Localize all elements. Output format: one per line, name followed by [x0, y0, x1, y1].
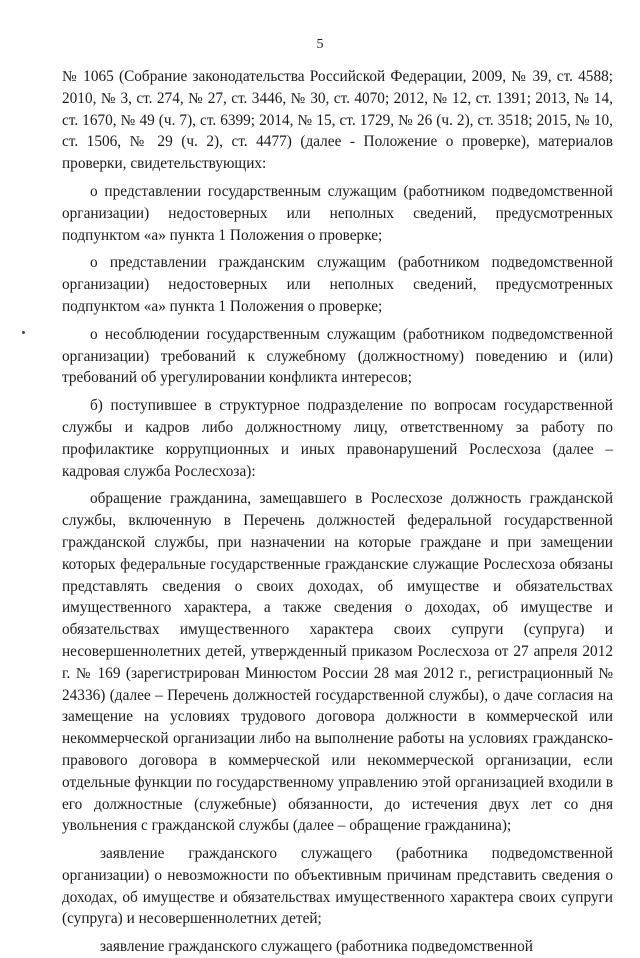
paragraph-item: заявление гражданского служащего (работника подведомственной организации) о невозможности по объективным причинам представить сведения о доходах, об имуществе и обязательствах имущественного характера своих супруги (супруга) и несовершеннолетних детей; [62, 845, 613, 928]
paragraph-intro: № 1065 (Собрание законодательства Российской Федерации, 2009, № 39, ст. 4588; 2010, № 3, ст. 274, № 27, ст. 3446, № 30, ст. 4070; 2012, № 12, ст. 1391; 2013, № 14, ст. 1670, № 49 (ч. 7), ст. 6399; 2014, № 15, ст. 1729, № 26 (ч. 2), ст. 3518; 2015, № 10, ст. 1506, № 29 (ч. 2), ст. 4477) (далее - Положение о проверке), материалов проверки, свидетельствующих: [62, 68, 613, 173]
document-body [62, 66, 613, 958]
margin-mark [22, 331, 25, 334]
page-number: 5 [316, 37, 324, 52]
paragraph-item: б) поступившее в структурное подразделение по вопросам государственной службы и кадров либо должностному лицу, ответственному за работу по профилактике коррупционных и иных правонарушений Рослесхоза (далее – кадровая служба Рослесхоза): [62, 397, 613, 480]
paragraph-item: о представлении гражданским служащим (работником подведомственной организации) недостоверных или неполных сведений, предусмотренных подпунктом «а» пункта 1 Положения о проверке; [62, 254, 613, 315]
paragraph-item: о представлении государственным служащим (работником подведомственной организации) недостоверных или неполных сведений, предусмотренных подпунктом «а» пункта 1 Положения о проверке; [62, 182, 613, 244]
paragraph-item: обращение гражданина, замещавшего в Рослесхозе должность гражданской службы, включенную в Перечень должностей федеральной государственной гражданской службы, при назначении на которые граждане и при замещении которых федеральные государственные гражданские служащие Рослесхоза обязаны представлять сведения о своих доходах, об имуществе и обязательствах имущественного характера, а также сведения о доходах, об имуществе и обязательствах имущественного характера своих супруги (супруга) и несовершеннолетних детей, утвержденный приказом Рослесхоза от 27 апреля 2012 г. № 169 (зарегистрирован Минюстом России 28 мая 2012 г., регистрационный № 24336) (далее – Перечень должностей государственной службы), о даче согласия на замещение на условиях трудового договора должности в коммерческой или некоммерческой организации либо на выполнение работы на условиях гражданско-правового договора в коммерческой или некоммерческой организации, если отдельные функции по государственному управлению этой организацией входили в его должностные (служебные) обязанности, до истечения двух лет со дня увольнения с гражданской службы (далее – обращение гражданина); [62, 490, 613, 835]
paragraph-item: о несоблюдении государственным служащим (работником подведомственной организации) требований к служебному (должностному) поведению и (или) требований об урегулировании конфликта интересов; [62, 325, 613, 387]
paragraph-item: заявление гражданского служащего (работника подведомственной [100, 938, 533, 956]
